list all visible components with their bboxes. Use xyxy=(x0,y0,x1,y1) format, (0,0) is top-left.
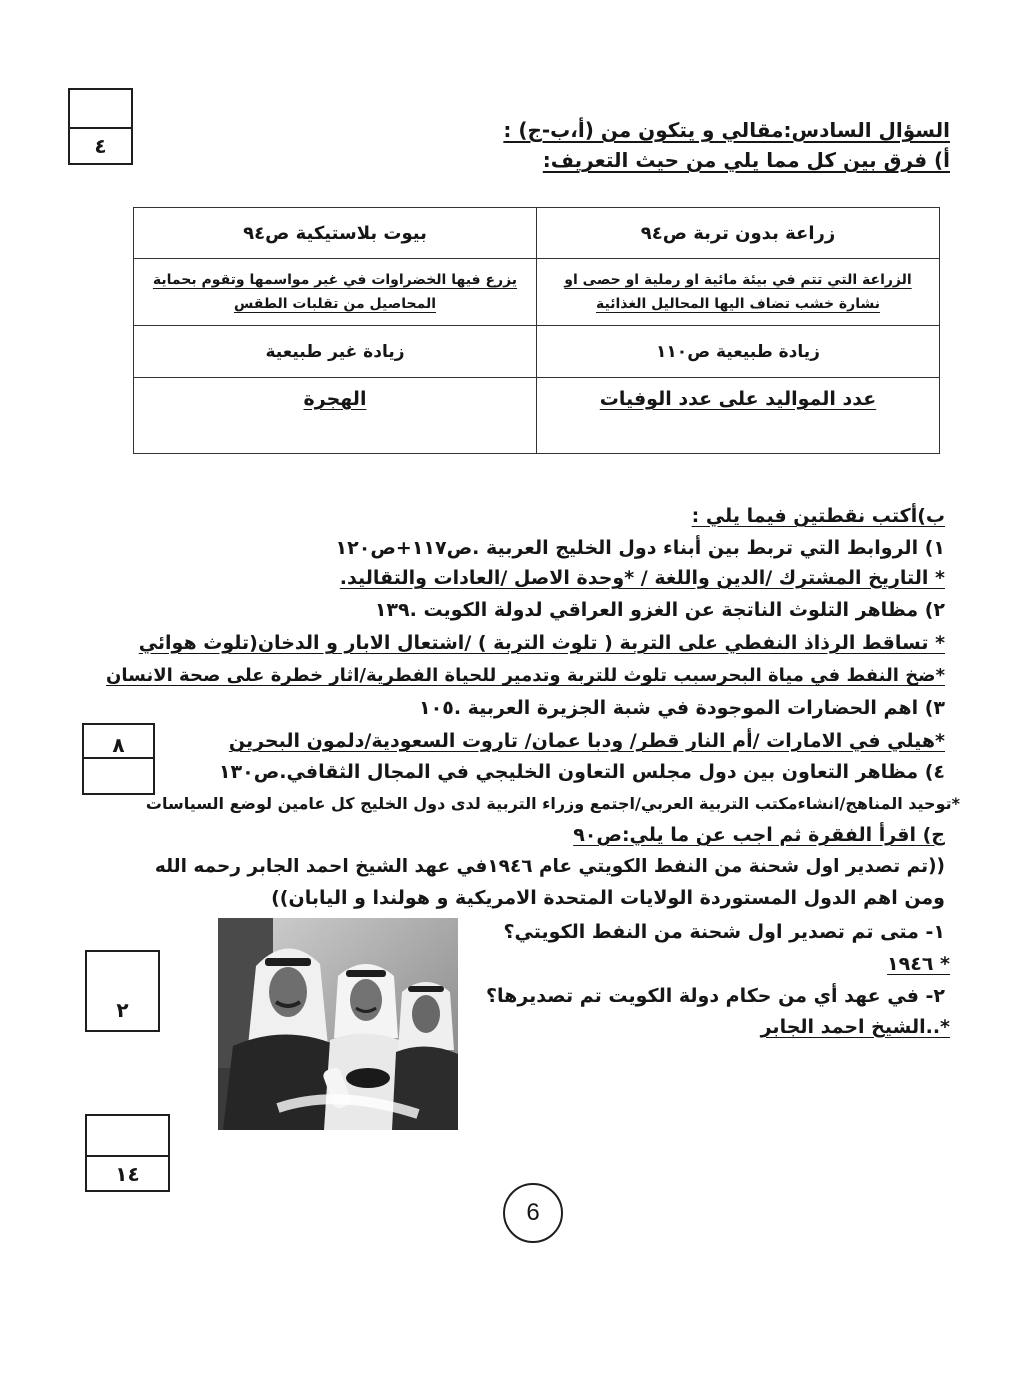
part-c-answer-2: *..الشيخ احمد الجابر xyxy=(760,1016,950,1038)
score-box-divider xyxy=(84,757,153,759)
part-b-answer-2b: *ضخ النفط في مياة البحرسبب تلوث للتربة وتدمير للحياة الفطرية/اثار خطرة على صحة الانسان xyxy=(106,665,945,686)
table-cell: بيوت بلاستيكية ص٩٤ xyxy=(134,208,537,259)
part-c-question-1: ١- متى تم تصدير اول شحنة من النفط الكويتي؟ xyxy=(503,921,945,943)
part-c-paragraph-line: ومن اهم الدول المستوردة الولايات المتحدة الامريكية و هولندا و اليابان)) xyxy=(271,887,945,909)
score-box-part-a xyxy=(68,88,133,165)
part-b-question-4: ٤) مظاهر التعاون بين دول مجلس التعاون الخليجي في المجال الثقافي.ص١٣٠ xyxy=(218,761,945,783)
score-box-divider xyxy=(87,1155,168,1157)
part-a-instruction: أ) فرق بين كل مما يلي من حيث التعريف: xyxy=(542,148,950,172)
table-cell: زيادة غير طبيعية xyxy=(134,326,537,378)
part-c-paragraph-line: ((تم تصدير اول شحنة من النفط الكويتي عام ١٩٤٦في عهد الشيخ احمد الجابر رحمه الله xyxy=(154,856,945,877)
definitions-table xyxy=(133,207,940,454)
part-b-answer-2a: * تساقط الرذاذ النفطي على التربة ( تلوث التربة ) /اشتعال الابار و الدخان(تلوث هوائي xyxy=(138,632,945,654)
table-row xyxy=(134,326,940,378)
part-b-answer-3: *هيلي في الامارات /أم النار قطر/ ودبا عمان/ تاروت السعودية/دلمون البحرين xyxy=(228,730,945,752)
part-b-answer-4: *توحيد المناهج/انشاءمكتب التربية العربي/اجتمع وزراء التربية لدى دول الخليج كل عامين لوضع السياسات xyxy=(145,794,960,813)
score-box-total xyxy=(85,1114,170,1192)
table-row xyxy=(134,208,940,259)
table-row xyxy=(134,259,940,326)
page-number-badge: 6 xyxy=(503,1183,563,1243)
part-b-answer-1: * التاريخ المشترك /الدين واللغة / *وحدة الاصل /العادات والتقاليد. xyxy=(339,567,945,589)
score-box-part-b xyxy=(82,723,155,795)
table-cell: زراعة بدون تربة ص٩٤ xyxy=(537,208,940,259)
part-c-instruction: ج) اقرأ الفقرة ثم اجب عن ما يلي:ص٩٠ xyxy=(573,824,945,846)
score-box-part-c xyxy=(85,950,160,1032)
table-cell: الزراعة التي تتم في بيئة مائية او رملية او حصى او نشارة خشب تضاف اليها المحاليل الغذائية xyxy=(537,259,940,326)
part-b-instruction: ب)أكتب نقطتين فيما يلي : xyxy=(691,505,945,527)
part-c-question-2: ٢- في عهد أي من حكام دولة الكويت تم تصديرها؟ xyxy=(486,985,945,1007)
oil-shipment-photo xyxy=(218,918,458,1130)
part-c-answer-1: * ١٩٤٦ xyxy=(887,953,950,975)
score-value: ٨ xyxy=(112,733,125,757)
part-b-question-2: ٢) مظاهر التلوث الناتجة عن الغزو العراقي لدولة الكويت .١٣٩ xyxy=(374,599,945,621)
table-cell: عدد المواليد على عدد الوفيات xyxy=(537,378,940,454)
part-b-question-1: ١) الروابط التي تربط بين أبناء دول الخليج العربية .ص١١٧+ص١٢٠ xyxy=(335,537,945,559)
score-box-divider xyxy=(70,127,131,129)
question-title: السؤال السادس:مقالي و يتكون من (أ،ب-ج) : xyxy=(503,118,950,142)
part-b-question-3: ٣) اهم الحضارات الموجودة في شبة الجزيرة العربية .١٠٥ xyxy=(419,697,945,719)
score-value: ٤ xyxy=(94,134,107,158)
table-cell: زيادة طبيعية ص١١٠ xyxy=(537,326,940,378)
table-cell: الهجرة xyxy=(134,378,537,454)
score-value: ١٤ xyxy=(115,1162,140,1186)
score-value: ٢ xyxy=(116,998,129,1022)
table-row xyxy=(134,378,940,454)
table-cell: يزرع فيها الخضراوات في غير مواسمها وتقوم بحماية المحاصيل من تقلبات الطقس xyxy=(134,259,537,326)
